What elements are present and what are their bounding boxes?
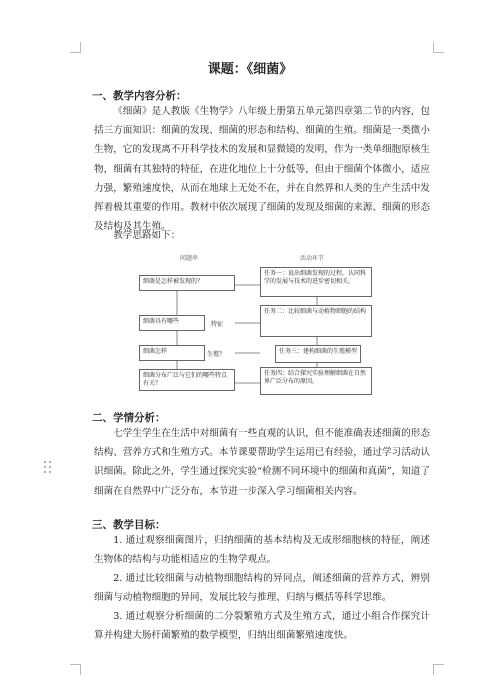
flow-column-label-left: 问题串 (180, 255, 199, 262)
section-heading-objectives: 三、教学目标： (92, 519, 166, 531)
flow-question-box: 细菌怎样 (139, 345, 205, 361)
flow-activity-box: 任务四：结合探究实验理解细菌在自然界广泛分布的原因。 (260, 367, 372, 395)
content-analysis-paragraph: 《细菌》是人教版《生物学》八年级上册第五单元第四章第二节的内容，包括三方面知识：细菌的发现、细菌的形态和结构、细菌的生殖。细菌是一类微小生物，它的发现离不开科学技术的发展和显微镜的发明，作为一类单细胞原核生物，细菌有其独特的特征，在进化地位上十分低等，但由于细菌个体微小，适应力强，繁殖速度快，从而在地球上无处不在，并在自然界和人类的生产生活中发挥着极其重要的作用。教材中依次展现了细菌的发现及细菌的来源、细菌的形态及结构及其生殖。 (94, 106, 430, 233)
flow-question-box: 细菌具有哪些 (139, 315, 205, 331)
flow-label: 特征 (211, 321, 224, 328)
flow-question-box: 细菌是怎样被发现的？ (139, 275, 235, 291)
student-analysis-paragraph: 七学生学生在生活中对细菌有一些直观的认识，但不能准确表述细菌的形态结构、营养方式和生殖方式。本节课要帮助学生运用已有经验，通过学习活动认识细菌。除此之外，学生通过探究实验“检测不同环境中的细菌和真菌”，知道了细菌在自然界中广泛分布，本节进一步深入学习细菌相关内容。 (94, 428, 430, 497)
drag-handle-icon[interactable] (44, 461, 52, 475)
page-title: 课题：《细菌》 (207, 62, 293, 77)
page-corner-mark (433, 664, 444, 675)
page-corner-mark (70, 42, 81, 53)
flow-diagram (135, 245, 385, 400)
page-corner-mark (433, 42, 444, 53)
flow-activity-box: 任务三：建构细菌的生殖模型 (275, 345, 361, 363)
flow-label: 生殖？ (207, 351, 226, 358)
flow-column-label-right: 活动环节 (300, 255, 325, 262)
objective-item: 2. 通过比较细菌与动植物细胞结构的异同点，阐述细菌的营养方式，辨别细菌与动植物细胞的异同，发展比较与推理、归纳与概括等科学思维。 (94, 573, 430, 604)
teaching-approach-label: 教学思路如下： (113, 230, 181, 241)
section-heading-content: 一、教学内容分析： (92, 90, 187, 102)
flow-question-box: 细菌分布广泛与它们的哪些特点有关？ (139, 369, 235, 391)
objective-item: 3. 通过观察分析细菌的二分裂繁殖方式及生殖方式，通过小组合作探究计算并构建大肠杆菌繁殖的数学模型，归纳出细菌繁殖速度快。 (94, 611, 430, 642)
page-corner-mark (70, 664, 81, 675)
flow-activity-box: 任务二：比较细菌与动植物细胞的结构 (260, 305, 372, 337)
section-heading-students: 二、学情分析： (92, 412, 166, 424)
flow-activity-box: 任务一：说出细菌发现的过程，认同科学的发展与技术的进步密切相关。 (260, 267, 372, 297)
objective-item: 1. 通过观察细菌图片，归纳细菌的基本结构及无成形细胞核的特征，阐述生物体的结构与功能相适应的生物学观点。 (94, 535, 430, 566)
